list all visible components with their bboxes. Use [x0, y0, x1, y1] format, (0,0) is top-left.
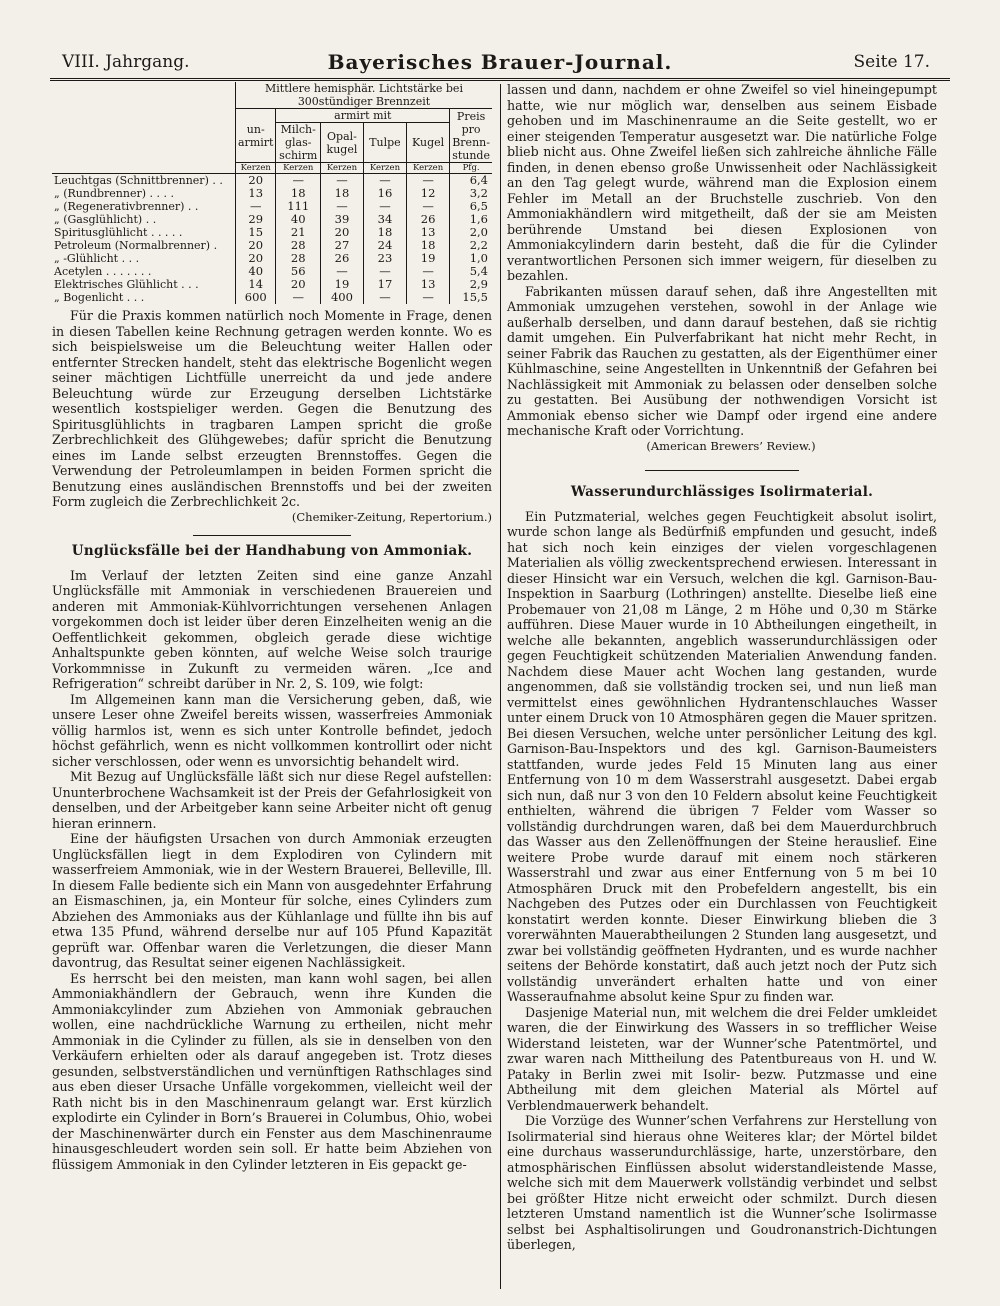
table-cell: 13 [406, 278, 449, 291]
unit: Kerzen [363, 163, 406, 174]
price-cell: 3,2 [450, 187, 492, 200]
price-cell: 6,5 [450, 200, 492, 213]
table-cell: 28 [276, 239, 321, 252]
table-cell: 39 [321, 213, 364, 226]
table-cell: — [363, 291, 406, 304]
col-opal: Opal-kugel [321, 123, 364, 163]
price-cell: 15,5 [450, 291, 492, 304]
row-label: Leuchtgas (Schnittbrenner) . . [54, 174, 223, 187]
column-divider [500, 84, 501, 1289]
col-tulip: Tulpe [363, 123, 406, 163]
table-cell: 18 [276, 187, 321, 200]
table-row [52, 174, 492, 188]
article-heading: Unglücksfälle bei der Handhabung von Ammoniak. [71, 543, 473, 559]
unit-price: Pfg. [450, 163, 492, 174]
table-cell: 19 [406, 252, 449, 265]
table-cell: 20 [236, 174, 276, 188]
price-cell: 1,6 [450, 213, 492, 226]
table-cell: — [321, 174, 364, 188]
table-cell: — [321, 200, 364, 213]
paragraph: Im Verlauf der letzten Zeiten sind eine ganze Anzahl Unglücksfälle mit Ammoniak in verschiedenen Brauereien und anderen mit Ammoniak-Kühlvorrichtungen versehenen Anlagen vorgekommen doch ist leider über deren Einzelheiten wenig an die Oeffentlichkeit gekommen, obgleich gerade diese wichtige Anhaltspunkte geben könnten, auf welche Weise solch traurige Vorkommnisse in Zukunft zu vermeiden wären. „Ice and Refrigeration“ schreibt darüber in Nr. 2, S. 109, wie folgt: [52, 567, 492, 691]
paragraph: Es herrscht bei den meisten, man kann wohl sagen, bei allen Ammoniakhändlern der Gebrauch, wenn ihre Kunden die Ammoniakcylinder zum Abziehen von Ammoniak gebrauchen wollen, eine nachdrückliche Warnung zu ertheilen, nicht mehr Ammoniak in die Cylinder zu füllen, als sie in denselben von den Verkäufern erhielten oder als darauf angegeben ist. Trotz dieses gesunden, selbstverständlichen und vernünftigen Rathschlages sind aus eben dieser Ursache Unfälle vorgekommen, vielleicht weil der Rath nicht bis in den Maschinenraum gelangt war. Erst kürzlich explodirte ein Cylinder in Born’s Brauerei in Columbus, Ohio, wobei der Maschinenwärter durch ein Fenster aus dem Maschinenraume hinausgeschleudert worden sein soll. Er hatte beim Abziehen von flüssigem Ammoniak in den Cylinder letzteren in Eis gepackt ge- [52, 970, 492, 1172]
table-cell: — [406, 200, 449, 213]
col-milk: Milch-glas-schirm [276, 123, 321, 163]
table-cell: — [236, 200, 276, 213]
table-cell: 26 [406, 213, 449, 226]
article-heading: Wasserundurchlässiges Isolirmaterial. [570, 484, 874, 500]
table-cell: — [363, 174, 406, 188]
table-cell: 400 [321, 291, 364, 304]
row-label: „ -Glühlicht . . . [54, 252, 140, 265]
paragraph: Eine der häufigsten Ursachen von durch Ammoniak erzeugten Unglücksfällen liegt in dem Explodiren von Cylindern mit wasserfreiem Ammoniak, wie in der Western Brauerei, Belleville, Ill. In diesem Falle bediente sich ein Mann von ausgedehnter Erfahrung an Eismaschinen, ja, ein Monteur für solche, eines Cylinders zum Abziehen des Ammoniaks aus der Kühlanlage und füllte ihn bis auf etwa 135 Pfund, während derselbe nur auf 105 Pfund Kapazität geprüft war. Offenbar waren die Verletzungen, die dieser Mann davontrug, das Resultat seiner eigenen Nachlässigkeit. [52, 831, 492, 970]
unit: Kerzen [321, 163, 364, 174]
volume-label: VIII. Jahrgang. [62, 52, 190, 72]
unit: Kerzen [276, 163, 321, 174]
row-label: Petroleum (Normalbrenner) . [54, 239, 218, 252]
row-label: „ (Gasglühlicht) . . [54, 213, 157, 226]
row-label: „ (Regenerativbrenner) . . [54, 200, 199, 213]
header-rule [50, 78, 950, 81]
table-cell: 24 [363, 239, 406, 252]
left-column [52, 82, 492, 1172]
table-cell: — [363, 265, 406, 278]
table-cell: 111 [276, 200, 321, 213]
table-cell: 18 [321, 187, 364, 200]
page-header [0, 0, 1000, 82]
table-cell: — [276, 291, 321, 304]
table-cell: 13 [236, 187, 276, 200]
paragraph: Die Vorzüge des Wunner’schen Verfahrens zur Herstellung von Isolirmaterial sind hieraus ohne Weiteres klar; der Mörtel bildet eine durchaus wasserundurchlässige, harte, unzerstörbare, den atmosphärischen Einflüssen absolut widerstandleistende Masse, welche sich mit dem Mauerwerk vollständig verbindet und selbst bei größter Hitze nicht erweicht oder schmilzt. Durch diesen letzteren Umstand namentlich ist die Wunner’sche Isolirmasse selbst bei Asphaltisolirungen und Goudronanstrich-Dichtungen überlegen, [507, 1113, 937, 1252]
price-cell: 5,4 [450, 265, 492, 278]
paragraph: Für die Praxis kommen natürlich noch Momente in Frage, denen in diesen Tabellen keine Rechnung getragen werden konnte. Wo es sich beispielsweise um die Beleuchtung weiter Hallen oder entfernter Strecken handelt, steht das elektrische Bogenlicht wegen seiner mächtigen Lichtfülle unerreicht da und jede andere Beleuchtung würde zur Erzeugung derselben Lichtstärke wesentlich kostspieliger werden. Gegen die Benutzung des Spiritusglühlichts in tragbaren Lampen spricht die große Zerbrechlichkeit des Glühgewebes; dafür spricht die Benutzung eines im Lande selbst erzeugten Brennstoffes. Gegen die Verwendung der Petroleumlampen in beiden Formen spricht die Benutzung eines ausländischen Brennstoffs und bei der zweiten Form zugleich die Zerbrechlichkeit 2c. [52, 308, 492, 509]
paragraph: lassen und dann, nachdem er ohne Zweifel so viel hineingepumpt hatte, wie nur möglich war, denselben aus seinem Eisbade gehoben und im Maschinenraume an die Seite gestellt, wo er einer steigenden Temperatur ausgesetzt war. Die natürliche Folge blieb nicht aus. Ohne Zweifel ließen sich zahlreiche ähnliche Fälle finden, in denen ebenso große Unwissenheit oder Nachlässigkeit an den Tag gelegt wurde, während man die Explosion einem Fehler im Metall an der Bruchstelle zuschrieb. Von den Ammoniakhändlern wird mitgetheilt, daß der sie am Meisten berührende Umstand bei diesen Explosionen von Ammoniakcylindern darin besteht, daß die für die Cylinder verantwortlichen Personen sich immer weigern, für dieselben zu bezahlen. [507, 82, 937, 283]
table-cell: 20 [236, 252, 276, 265]
paragraph: Ein Putzmaterial, welches gegen Feuchtigkeit absolut isolirt, wurde schon lange als Bedürfniß empfunden und gesucht, indeß hat sich noch kein einziges der vielen vorgeschlagenen Materialien als völlig zweckentsprechend erwiesen. Interessant in dieser Hinsicht war ein Versuch, welchen die kgl. Garnison-Bau-Inspektion in Saarburg (Lothringen) anstellte. Dieselbe ließ eine Probemauer von 21,08 m Länge, 2 m Höhe und 0,30 m Stärke aufführen. Diese Mauer wurde in 10 Abtheilungen eingetheilt, in welche alle bekannten, angeblich wasserundurchlässigen oder gegen Feuchtigkeit schützenden Materialien Anwendung fanden. Nachdem diese Mauer acht Wochen lang gestanden, wurde angenommen, daß sie vollständig trocken sei, und nun ließ man vermittelst eines gewöhnlichen Hydrantenschlauches Wasser unter einem Druck von 10 Atmosphären gegen die Mauer spritzen. Bei diesen Versuchen, welche unter persönlicher Leitung des kgl. Garnison-Bau-Inspektors und des kgl. Garnison-Baumeisters stattfanden, wurde jedes Feld 15 Minuten lang aus einer Entfernung von 10 m dem Wasserstrahl ausgesetzt. Dabei ergab sich nun, daß nur 3 von den 10 Feldern absolut keine Feuchtigkeit enthielten, während die übrigen 7 Felder vom Wasser so vollständig durchdrungen waren, daß bei dem Mauerdurchbruch das Wasser aus den Zellenöffnungen der Steine herauslief. Eine weitere Probe wurde darauf mit einem noch stärkeren Wasserstrahl und zwar aus einer Entfernung von 5 m bei 10 Atmosphären Druck mit den Probefeldern angestellt, bis ein Nachgeben des Putzes oder ein Durchlassen von Feuchtigkeit konstatirt werden konnte. Dieser Einwirkung blieben die 3 vorerwähnten Mauerabtheilungen 2 Stunden lang ausgesetzt, und zwar bei vollständig geöffneten Hydranten, und es wurde nachher seitens der Behörde konstatirt, daß auch jetzt noch der Putz sich vollständig unverändert erhalten hatte und von einer Wasseraufnahme absolut keine Spur zu finden war. [507, 508, 937, 1004]
table-cell: 14 [236, 278, 276, 291]
row-label: „ (Rundbrenner) . . . . [54, 187, 174, 200]
table-row [52, 291, 492, 304]
journal-title: Bayerisches Brauer-Journal. [327, 50, 673, 74]
section-separator [645, 470, 800, 471]
price-cell: 2,9 [450, 278, 492, 291]
table-cell: 19 [321, 278, 364, 291]
light-intensity-table [52, 82, 492, 304]
table-cell: 27 [321, 239, 364, 252]
table-cell: 20 [276, 278, 321, 291]
right-column [507, 82, 937, 1253]
source-citation: (American Brewers’ Review.) [646, 438, 816, 453]
table-cell: 34 [363, 213, 406, 226]
paragraph: Fabrikanten müssen darauf sehen, daß ihre Angestellten mit Ammoniak umzugehen verstehen, sowohl in der Anlage wie außerhalb derselben, und dann darauf bestehen, daß sie richtig damit umgehen. Ein Pulverfabrikant hat nicht mehr Recht, in seiner Fabrik das Rauchen zu gestatten, als der Eigenthümer einer Kühlmaschine, seine Angestellten in Unkenntniß der Gefahren bei Nachlässigkeit mit Ammoniak zu belassen oder denselben solche zu gestatten. Bei Ausübung der nothwendigen Vorsicht ist Ammoniak ebenso sicher wie Dampf oder irgend eine andere mechanische Kraft oder Vorrichtung. [507, 283, 937, 438]
table-cell: — [406, 265, 449, 278]
col-unarmed: un-armirt [236, 109, 276, 163]
table-cell: 29 [236, 213, 276, 226]
page-number: Seite 17. [853, 52, 930, 72]
unit: Kerzen [406, 163, 449, 174]
table-cell: 28 [276, 252, 321, 265]
table-cell: 26 [321, 252, 364, 265]
row-label: Elektrisches Glühlicht . . . [54, 278, 199, 291]
table-cell: 21 [276, 226, 321, 239]
table-cell: — [363, 200, 406, 213]
table-cell: — [406, 174, 449, 188]
table-cell: — [276, 174, 321, 188]
table-cell: 40 [276, 213, 321, 226]
table-cell: 12 [406, 187, 449, 200]
table-cell: 18 [406, 239, 449, 252]
price-cell: 1,0 [450, 252, 492, 265]
table-title-line1: Mittlere hemisphär. Lichtstärke bei [265, 82, 463, 95]
price-cell: 6,4 [450, 174, 492, 188]
col-ball: Kugel [406, 123, 449, 163]
paragraph: Im Allgemeinen kann man die Versicherung geben, daß, wie unsere Leser ohne Zweifel bereits wissen, wasserfreies Ammoniak völlig harmlos ist, wenn es sich unter Kontrolle befindet, jedoch höchst gefährlich, wenn es nicht vollkommen kontrollirt oder nicht sicher verschlossen, oder wenn es unvorsichtig behandelt wird. [52, 691, 492, 769]
table-cell: — [406, 291, 449, 304]
table-cell: 56 [276, 265, 321, 278]
table-cell: 20 [321, 226, 364, 239]
table-cell: 18 [363, 226, 406, 239]
table-cell: 17 [363, 278, 406, 291]
table-cell: 600 [236, 291, 276, 304]
unit: Kerzen [236, 163, 276, 174]
table-cell: 20 [236, 239, 276, 252]
row-label: „ Bogenlicht . . . [54, 291, 145, 304]
table-cell: 23 [363, 252, 406, 265]
table-cell: 16 [363, 187, 406, 200]
table-cell: 13 [406, 226, 449, 239]
table-title-line2: 300stündiger Brennzeit [297, 95, 431, 108]
price-cell: 2,0 [450, 226, 492, 239]
group-armed: armirt mit [276, 109, 450, 123]
section-separator [193, 535, 351, 536]
table-title [236, 82, 493, 109]
paragraph: Dasjenige Material nun, mit welchem die drei Felder umkleidet waren, die der Einwirkung des Wassers in so trefflicher Weise Widerstand leisteten, war der Wunner’sche Patentmörtel, und zwar waren nach Mittheilung des Patentbureaus von H. und W. Pataky in Berlin zwei mit Isolir- bezw. Putzmasse und eine Abtheilung mit dem gleichen Material als Mörtel auf Verblendmauerwerk behandelt. [507, 1004, 937, 1113]
table-cell: 15 [236, 226, 276, 239]
row-label: Acetylen . . . . . . . [54, 265, 152, 278]
paragraph: Mit Bezug auf Unglücksfälle läßt sich nur diese Regel aufstellen: Ununterbrochene Wachsamkeit ist der Preis der Gefahrlosigkeit von denselben, und der Arbeitgeber kann seine Arbeiter nicht oft genug hieran erinnern. [52, 769, 492, 831]
table-cell: 40 [236, 265, 276, 278]
price-cell: 2,2 [450, 239, 492, 252]
source-citation: (Chemiker-Zeitung, Repertorium.) [291, 509, 492, 524]
col-price: Preis pro Brenn-stunde [450, 109, 492, 163]
table-cell: — [321, 265, 364, 278]
row-label: Spiritusglühlicht . . . . . [54, 226, 183, 239]
